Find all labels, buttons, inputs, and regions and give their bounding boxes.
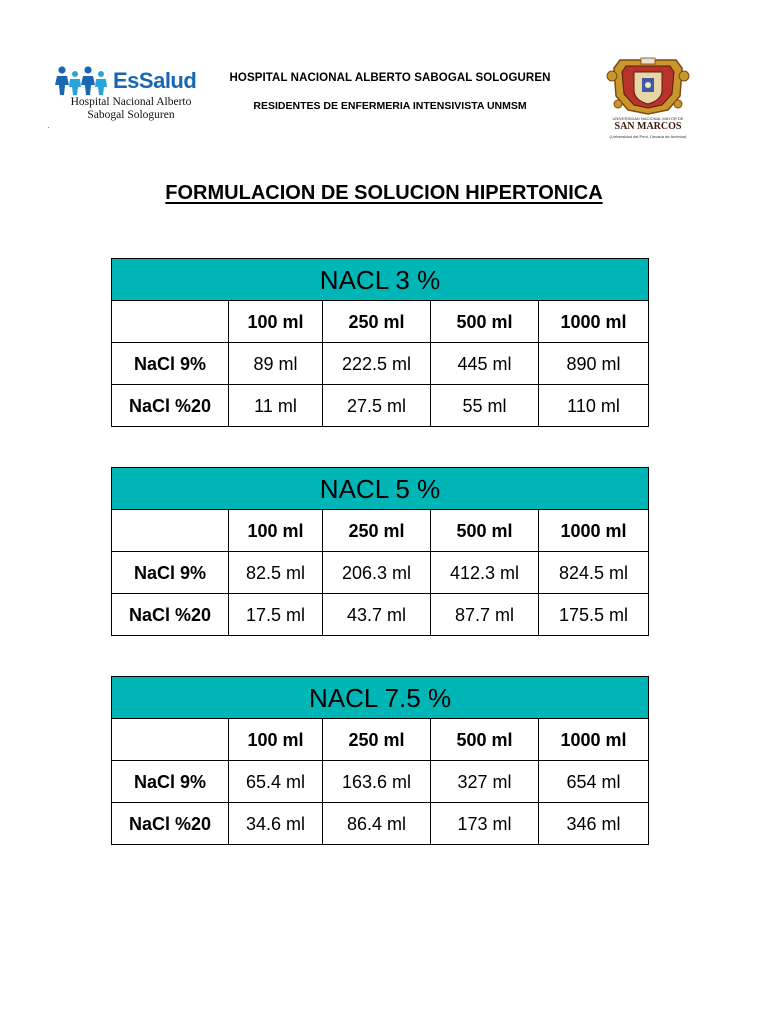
table-title: NACL 3 % <box>112 259 649 301</box>
table-nacl-5 <box>111 467 649 636</box>
row-header: NaCl %20 <box>112 385 229 427</box>
essalud-logo <box>47 62 205 132</box>
residents-line: RESIDENTES DE ENFERMERIA INTENSIVISTA UNMSM <box>253 100 527 112</box>
row-header: NaCl %20 <box>112 594 229 636</box>
table-row <box>112 594 649 636</box>
row-header: NaCl 9% <box>112 343 229 385</box>
table-cell: 654 ml <box>539 761 649 803</box>
column-header-empty <box>112 719 229 761</box>
essalud-brand: EsSalud <box>113 68 197 93</box>
column-header-empty <box>112 510 229 552</box>
column-header: 250 ml <box>323 510 431 552</box>
table-cell: 87.7 ml <box>431 594 539 636</box>
table-cell: 175.5 ml <box>539 594 649 636</box>
table-cell: 412.3 ml <box>431 552 539 594</box>
table-cell: 206.3 ml <box>323 552 431 594</box>
column-header: 500 ml <box>431 719 539 761</box>
table-cell: 55 ml <box>431 385 539 427</box>
table-cell: 82.5 ml <box>229 552 323 594</box>
san-marcos-motto: (Universidad del Perú, Decana de América) <box>609 134 687 139</box>
san-marcos-name: SAN MARCOS <box>614 121 682 132</box>
table-cell: 11 ml <box>229 385 323 427</box>
column-header: 1000 ml <box>539 510 649 552</box>
table-title: NACL 7.5 % <box>112 677 649 719</box>
row-header: NaCl 9% <box>112 552 229 594</box>
document-title-text: FORMULACION DE SOLUCION HIPERTONICA <box>165 182 603 204</box>
essalud-subtitle-line1: Hospital Nacional Alberto <box>70 96 192 108</box>
table-cell: 890 ml <box>539 343 649 385</box>
table-title-row <box>112 468 649 510</box>
table-cell: 222.5 ml <box>323 343 431 385</box>
table-cell: 110 ml <box>539 385 649 427</box>
san-marcos-crest-icon <box>598 56 698 116</box>
table-row <box>112 385 649 427</box>
stray-mark: · <box>47 123 50 132</box>
table-row <box>112 343 649 385</box>
table-nacl-3 <box>111 258 649 427</box>
table-title-row <box>112 259 649 301</box>
hospital-name: HOSPITAL NACIONAL ALBERTO SABOGAL SOLOGUREN <box>229 72 551 84</box>
table-cell: 346 ml <box>539 803 649 845</box>
header-text <box>215 70 565 113</box>
table-cell: 17.5 ml <box>229 594 323 636</box>
table-cell: 824.5 ml <box>539 552 649 594</box>
table-header-row <box>112 301 649 343</box>
table-row <box>112 761 649 803</box>
table-row <box>112 803 649 845</box>
column-header: 100 ml <box>229 510 323 552</box>
column-header: 500 ml <box>431 301 539 343</box>
table-cell: 327 ml <box>431 761 539 803</box>
table-title: NACL 5 % <box>112 468 649 510</box>
table-cell: 163.6 ml <box>323 761 431 803</box>
table-cell: 27.5 ml <box>323 385 431 427</box>
column-header: 100 ml <box>229 301 323 343</box>
essalud-subtitle-line2: Sabogal Sologuren <box>87 109 175 121</box>
column-header: 100 ml <box>229 719 323 761</box>
row-header: NaCl 9% <box>112 761 229 803</box>
table-cell: 34.6 ml <box>229 803 323 845</box>
table-cell: 43.7 ml <box>323 594 431 636</box>
essalud-hospital-subtitle <box>61 96 201 122</box>
table-cell: 86.4 ml <box>323 803 431 845</box>
column-header: 250 ml <box>323 301 431 343</box>
column-header: 1000 ml <box>539 719 649 761</box>
table-nacl-7-5 <box>111 676 649 845</box>
table-title-row <box>112 677 649 719</box>
essalud-family-icon <box>55 65 113 97</box>
table-cell: 445 ml <box>431 343 539 385</box>
column-header: 1000 ml <box>539 301 649 343</box>
table-row <box>112 552 649 594</box>
column-header: 500 ml <box>431 510 539 552</box>
table-cell: 65.4 ml <box>229 761 323 803</box>
document-title <box>0 180 768 206</box>
table-cell: 89 ml <box>229 343 323 385</box>
san-marcos-top-text: UNIVERSIDAD NACIONAL MAYOR DE <box>612 116 684 121</box>
table-cell: 173 ml <box>431 803 539 845</box>
table-header-row <box>112 719 649 761</box>
table-header-row <box>112 510 649 552</box>
column-header: 250 ml <box>323 719 431 761</box>
row-header: NaCl %20 <box>112 803 229 845</box>
san-marcos-logo <box>598 56 698 140</box>
column-header-empty <box>112 301 229 343</box>
